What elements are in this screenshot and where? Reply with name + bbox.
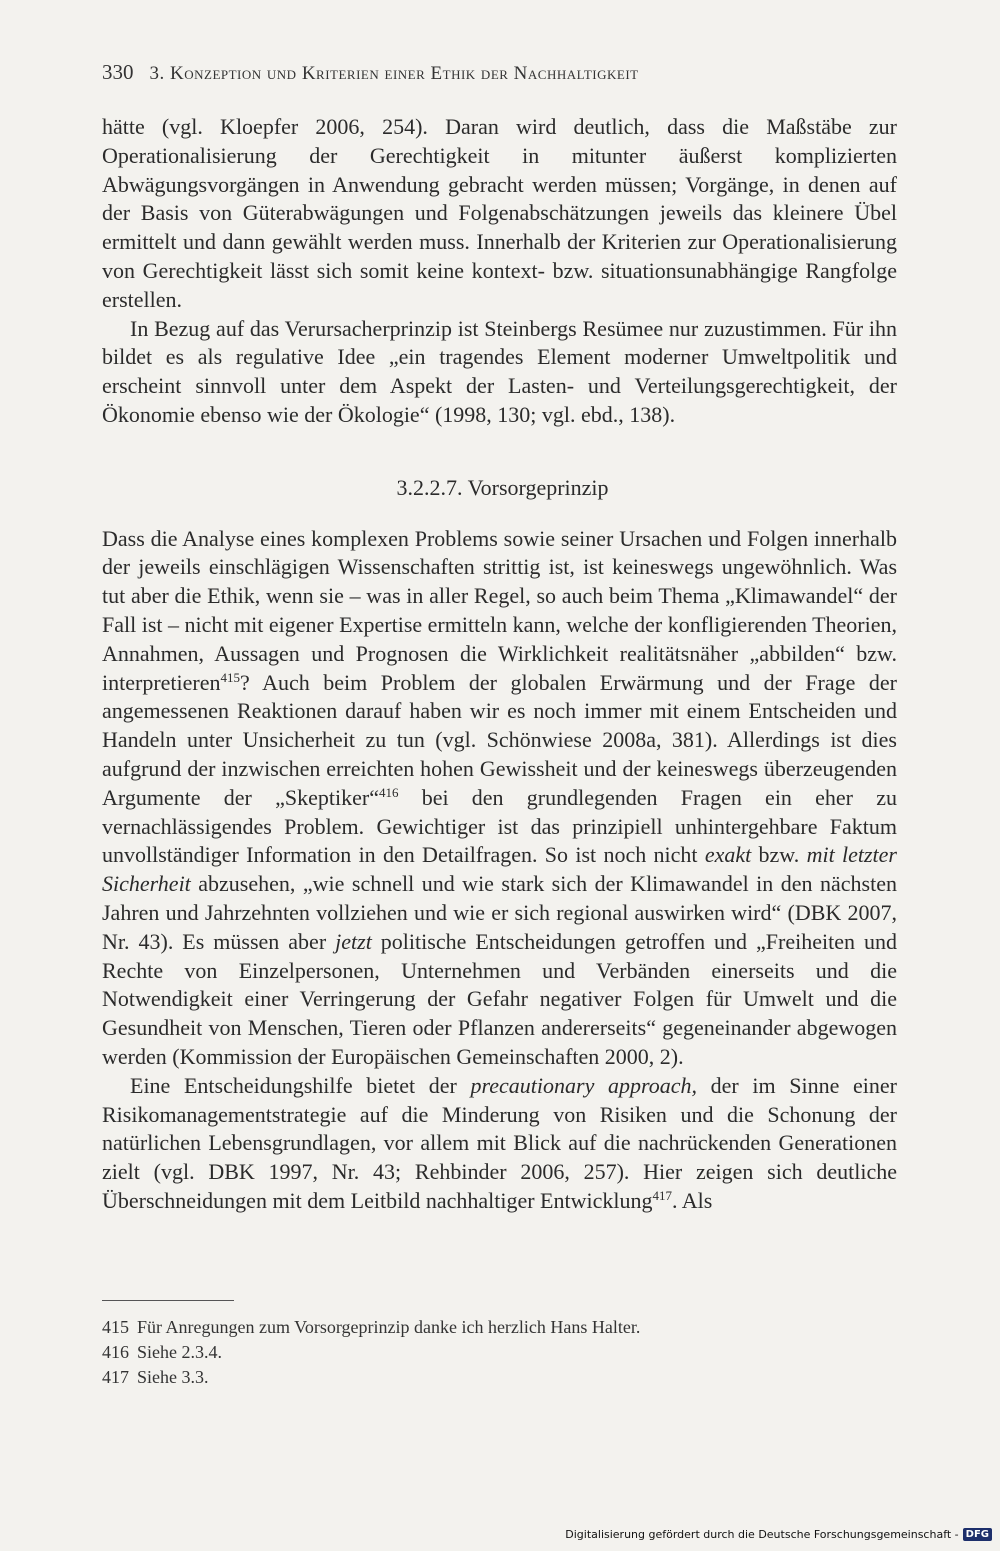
footnote-text: Siehe 3.3. [137,1367,209,1387]
text-run: . Als [671,1187,713,1213]
text-run: bei den grundlegenden Fragen ein eher zu vernachlässigendes Problem. Gewichtiger ist das prinzipiell unhintergehbare Faktum unvollständiger Information in den Detailfragen. So ist noch nicht [102,784,897,868]
running-head [102,60,902,85]
chapter-title: 3. Konzeption und Kriterien einer Ethik der Nachhaltigkeit [149,63,639,84]
footnote-text: Siehe 2.3.4. [137,1342,222,1362]
text-run: politische Entscheidungen getroffen und „Freiheiten und Rechte von Einzelpersonen, Unternehmen und Verbänden einerseits und die Notwendigkeit einer Verringerung der Gefahr negativer Folgen für Umwelt und die Gesundheit von Menschen, Tieren oder Pflanzen andererseits“ gegeneinander abgewogen werden (Kommission der Europäischen Gemeinschaften 2000, 2). [102,928,897,1069]
footnote-417 [102,1365,897,1390]
paragraph-2: In Bezug auf das Verursacherprinzip ist Steinbergs Resümee nur zuzustimmen. Für ihn bildet es als regulative Idee „ein tragendes Element moderner Umweltpolitik und erscheint sinnvoll unter dem Aspekt der Lasten- und Verteilungsgerechtigkeit, der Ökonomie ebenso wie der Ökologie“ (1998, 130; vgl. ebd., 138). [102,315,897,427]
emphasis-sicherheit: mit letzter Sicherheit [102,842,897,897]
footnote-number: 416 [102,1342,129,1362]
body-text [102,113,897,1216]
footnote-ref-417: 417 [652,1187,672,1203]
page-number: 330 [102,60,134,84]
text-run: ? Auch beim Problem der globalen Erwärmung und der Frage der angemessenen Reaktionen darauf haben wir es noch immer mit einem Entscheiden und Handeln unter Unsicherheit zu tun (vgl. Schönwiese 2008a, 381). Allerdings ist dies aufgrund der inzwischen erreichten hohen Gewissheit und der keineswegs überzeugenden Argumente der „Skeptiker“ [102,669,897,810]
footnote-ref-416: 416 [378,784,399,800]
emphasis-jetzt: jetzt [335,928,372,954]
dfg-logo-icon: DFG [963,1528,992,1541]
section-heading: 3.2.2.7. Vorsorgeprinzip [396,474,609,500]
paragraph-4 [102,1072,897,1216]
text-run: abzusehen, „wie schnell und wie stark sich der Klimawandel in den nächsten Jahren und Jahrzehnten vollziehen und wie er sich regional auswirken wird“ (DBK 2007, Nr. 43). Es müssen aber [102,871,897,954]
emphasis-exakt: exakt [704,842,752,868]
footnote-415 [102,1315,897,1340]
paragraph-1: hätte (vgl. Kloepfer 2006, 254). Daran wird deutlich, dass die Maßstäbe zur Operationalisierung der Gerechtigkeit in mitunter äußerst komplizierten Abwägungsvorgängen in Anwendung gebracht werden müssen; Vorgänge, in denen auf der Basis von Güterabwägungen und Folgenabschätzungen jeweils das kleinere Übel ermittelt und dann gewählt werden muss. Innerhalb der Kriterien zur Operationalisierung von Gerechtigkeit lässt sich somit keine kontext- bzw. situationsunabhängige Rangfolge erstellen. [102,114,897,312]
footnote-ref-415: 415 [220,669,240,685]
footnote-rule [102,1300,234,1301]
paragraph-3 [102,525,897,1072]
footnote-number: 417 [102,1367,129,1387]
text-run: bzw. [751,842,807,868]
footnote-number: 415 [102,1317,129,1337]
emphasis-precautionary: precautionary approach, [470,1072,697,1098]
text-run: der im Sinne einer Risikomanagementstrategie auf die Minderung von Risiken und die Schonung der natürlichen Lebensgrundlagen, vor allem mit Blick auf die nachrückenden Generationen zielt (vgl. DBK 1997, Nr. 43; Rehbinder 2006, 257). Hier zeigen sich deutliche Überschneidungen mit dem Leitbild nachhaltiger Entwicklung [102,1072,897,1213]
footnote-416 [102,1340,897,1365]
footnote-text: Für Anregungen zum Vorsorgeprinzip danke ich herzlich Hans Halter. [137,1317,641,1337]
credit-text: Digitalisierung gefördert durch die Deutsche Forschungsgemeinschaft - [565,1528,959,1541]
footnotes [102,1300,897,1390]
text-run: Eine Entscheidungshilfe bietet der [130,1072,471,1098]
text-run: Dass die Analyse eines komplexen Problems sowie seiner Ursachen und Folgen innerhalb der jeweils einschlägigen Wissenschaften strittig ist, ist keineswegs ungewöhnlich. Was tut aber die Ethik, wenn sie – was in aller Regel, so auch beim Thema „Klimawandel“ der Fall ist – nicht mit eigener Expertise ermitteln kann, welche der konfligierenden Theorien, Annahmen, Aussagen und Prognosen die Wirklichkeit realitätsnäher „abbilden“ bzw. interpretieren [102,525,898,695]
digitization-credit [565,1528,992,1541]
